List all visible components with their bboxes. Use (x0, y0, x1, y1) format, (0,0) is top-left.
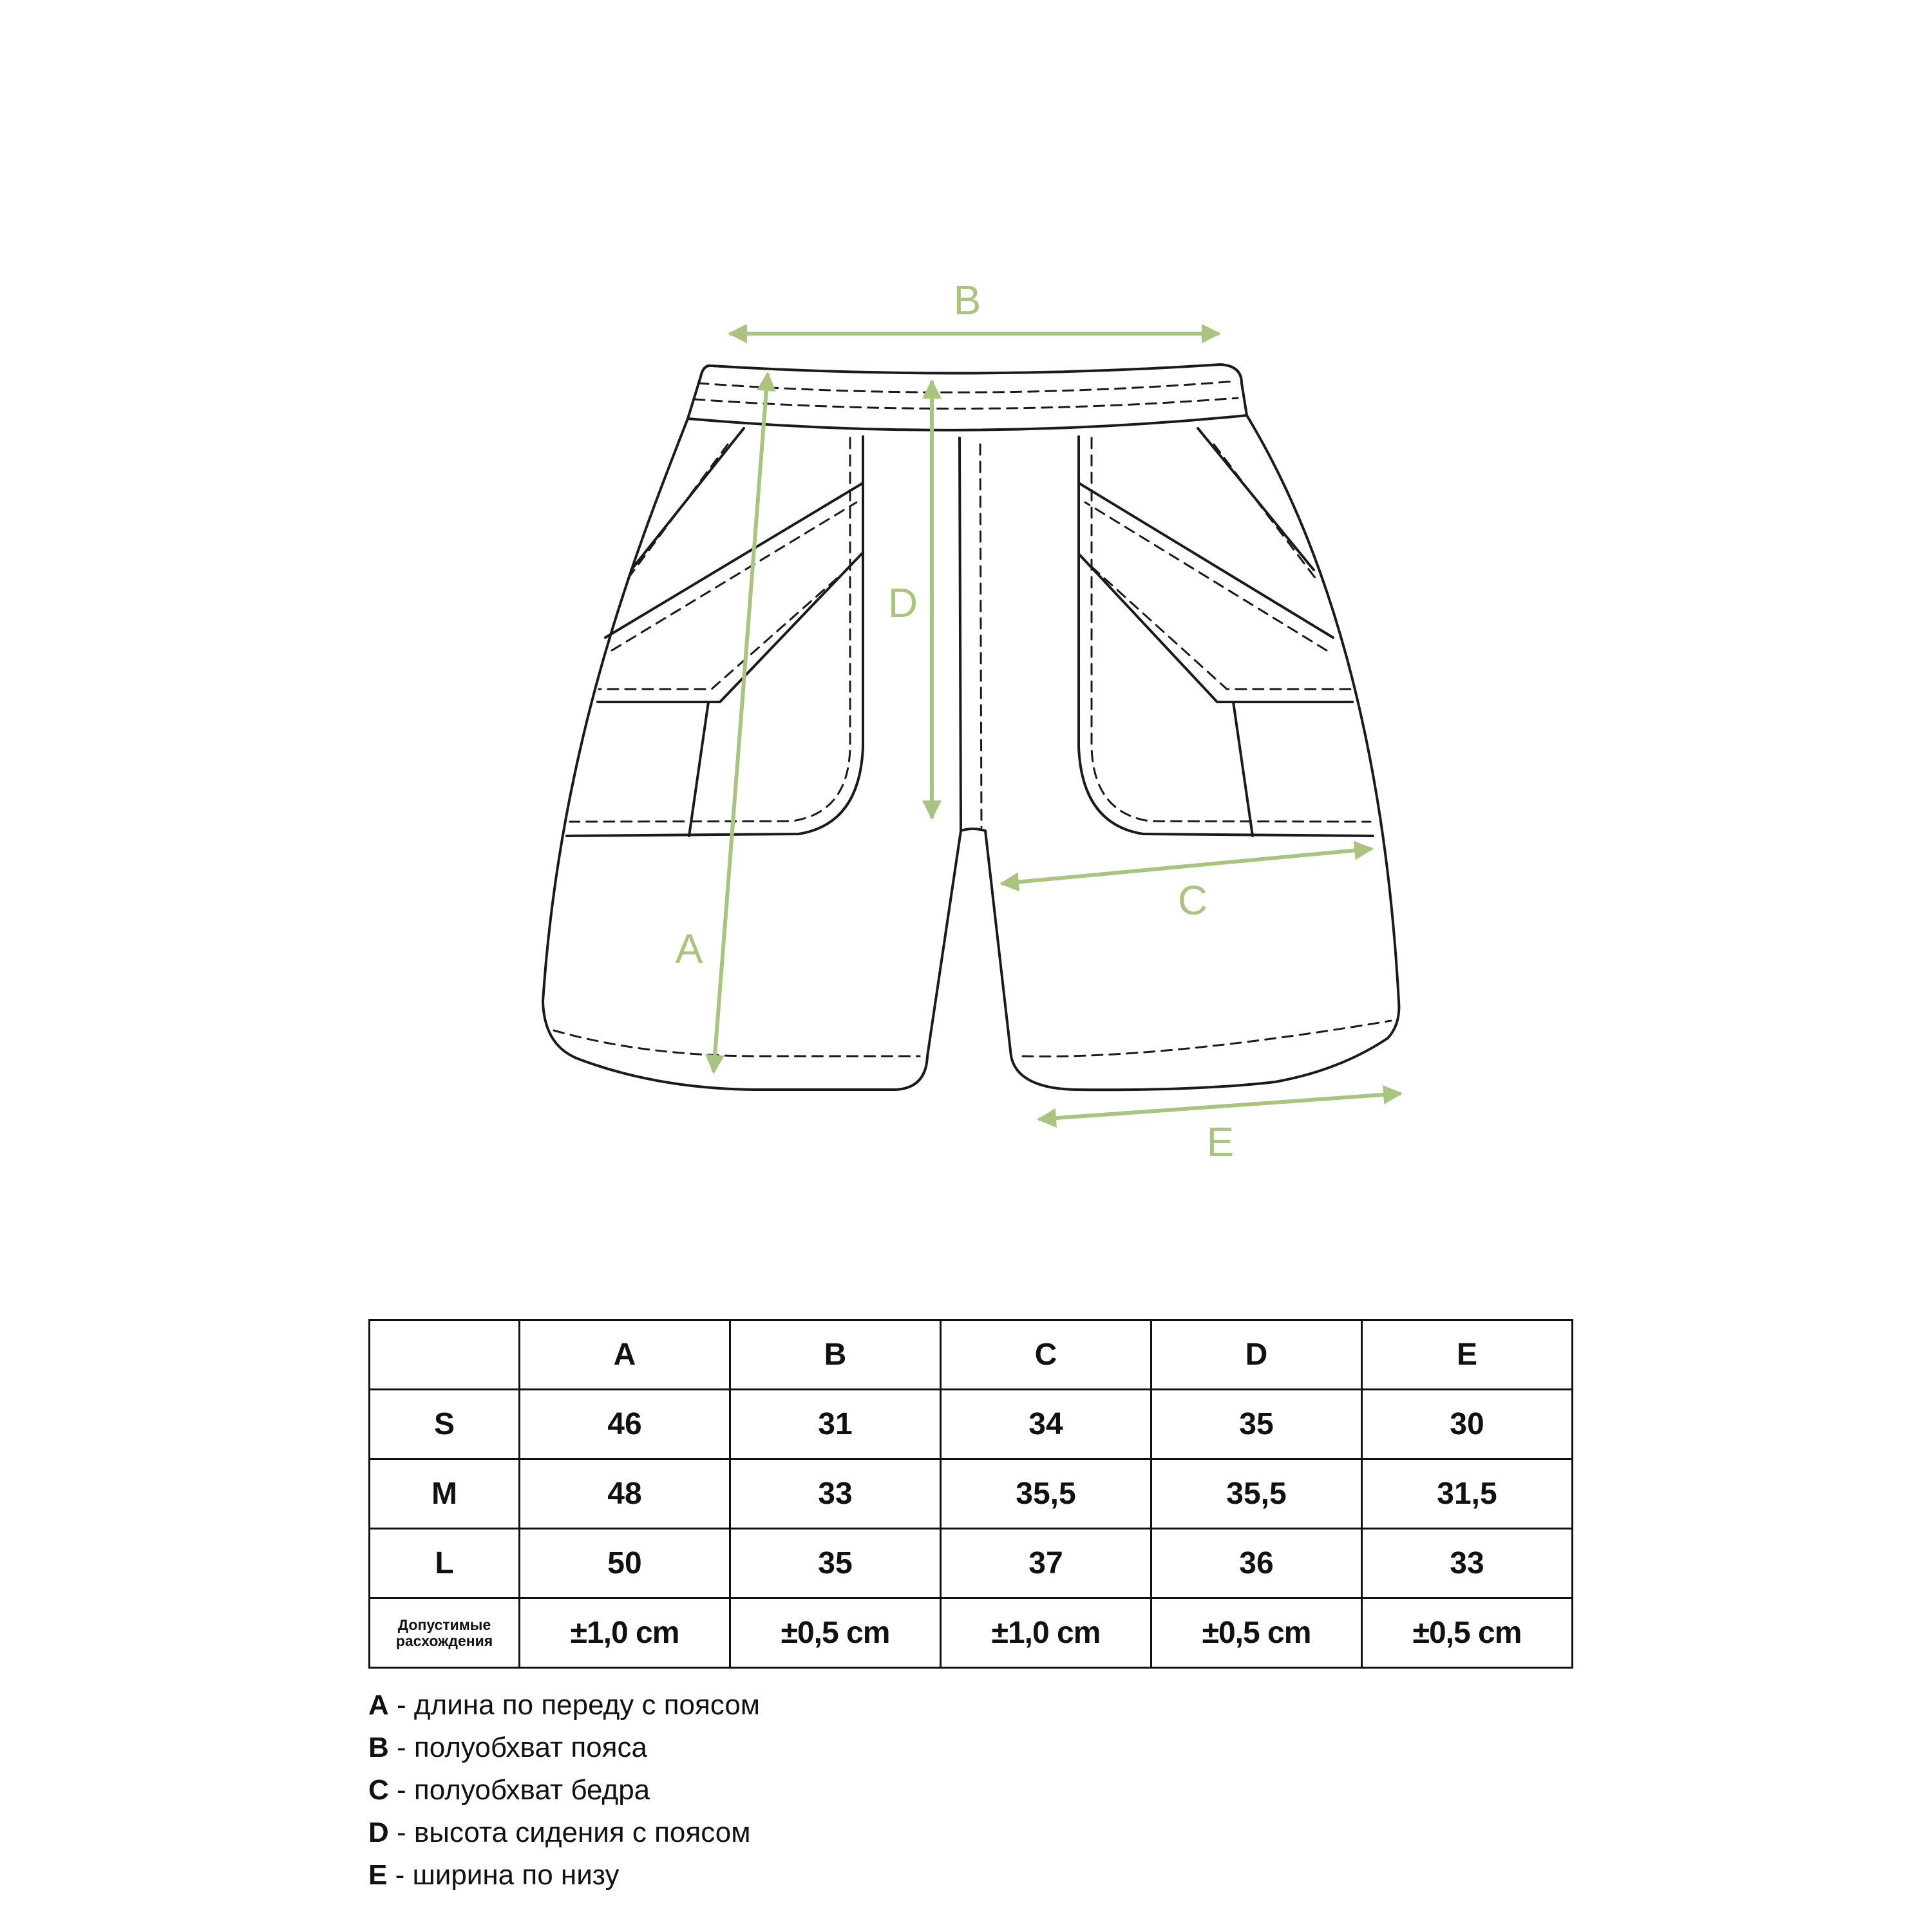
legend-text: - ширина по низу (387, 1859, 620, 1891)
right-leg (985, 415, 1399, 1090)
tolerance-cell: ±1,0 cm (941, 1598, 1151, 1668)
table-cell: 31,5 (1362, 1459, 1573, 1529)
dimension-arrow-a (714, 374, 768, 1072)
legend-item-e (368, 1854, 760, 1897)
size-label: M (370, 1459, 520, 1529)
legend-key: C (368, 1774, 389, 1806)
column-header-c: C (941, 1320, 1151, 1390)
dimension-label-e: E (1206, 1119, 1235, 1165)
table-cell: 35 (730, 1529, 941, 1598)
right-pocket (1079, 428, 1373, 836)
dimension-arrow-e (1039, 1094, 1401, 1119)
header-empty-cell (370, 1320, 520, 1390)
table-cell: 36 (1151, 1529, 1362, 1598)
tolerance-cell: ±1,0 cm (520, 1598, 730, 1668)
table-cell: 35,5 (941, 1459, 1151, 1529)
table-cell: 35,5 (1151, 1459, 1362, 1529)
legend-text: - длина по переду с поясом (388, 1689, 761, 1721)
size-label: L (370, 1529, 520, 1598)
column-header-e: E (1362, 1320, 1573, 1390)
table-cell: 48 (520, 1459, 730, 1529)
legend-item-c (368, 1769, 760, 1812)
table-cell: 34 (941, 1390, 1151, 1459)
table-cell: 46 (520, 1390, 730, 1459)
measurement-legend (368, 1684, 760, 1897)
legend-key: B (368, 1732, 389, 1763)
tolerance-cell: ±0,5 cm (1362, 1598, 1573, 1668)
table-cell: 50 (520, 1529, 730, 1598)
legend-item-b (368, 1727, 760, 1769)
legend-key: A (368, 1689, 389, 1721)
column-header-a: A (520, 1320, 730, 1390)
fly (960, 438, 961, 831)
legend-item-d (368, 1812, 760, 1854)
tolerance-cell: ±0,5 cm (730, 1598, 941, 1668)
column-header-b: B (730, 1320, 941, 1390)
legend-text: - высота сидения с поясом (388, 1817, 751, 1848)
legend-key: D (368, 1817, 389, 1848)
dimension-label-c: C (1177, 877, 1208, 923)
column-header-d: D (1151, 1320, 1362, 1390)
legend-key: E (368, 1859, 388, 1891)
table-cell: 33 (1362, 1529, 1573, 1598)
dimension-label-a: A (675, 925, 703, 972)
dimension-label-d: D (887, 580, 918, 626)
table-cell: 33 (730, 1459, 941, 1529)
dimension-label-b: B (953, 277, 981, 323)
table-cell: 30 (1362, 1390, 1573, 1459)
legend-item-a (368, 1684, 760, 1727)
table-header-row (370, 1320, 1573, 1390)
table-row-size-s (370, 1390, 1573, 1459)
left-leg (543, 419, 961, 1090)
table-row-tolerance (370, 1598, 1573, 1668)
tolerance-label (370, 1598, 520, 1668)
size-label: S (370, 1390, 520, 1459)
table-row-size-m (370, 1459, 1573, 1529)
waistband (688, 365, 1247, 430)
tolerance-label-line1: Допустимые (397, 1616, 491, 1633)
table-row-size-l (370, 1529, 1573, 1598)
legend-text: - полуобхват пояса (388, 1732, 647, 1763)
shorts-outline (543, 365, 1399, 1090)
table-cell: 31 (730, 1390, 941, 1459)
table-cell: 35 (1151, 1390, 1362, 1459)
legend-text: - полуобхват бедра (388, 1774, 650, 1806)
tolerance-cell: ±0,5 cm (1151, 1598, 1362, 1668)
tolerance-label-line2: расхождения (395, 1632, 493, 1649)
table-cell: 37 (941, 1529, 1151, 1598)
size-chart-table (368, 1319, 1573, 1669)
